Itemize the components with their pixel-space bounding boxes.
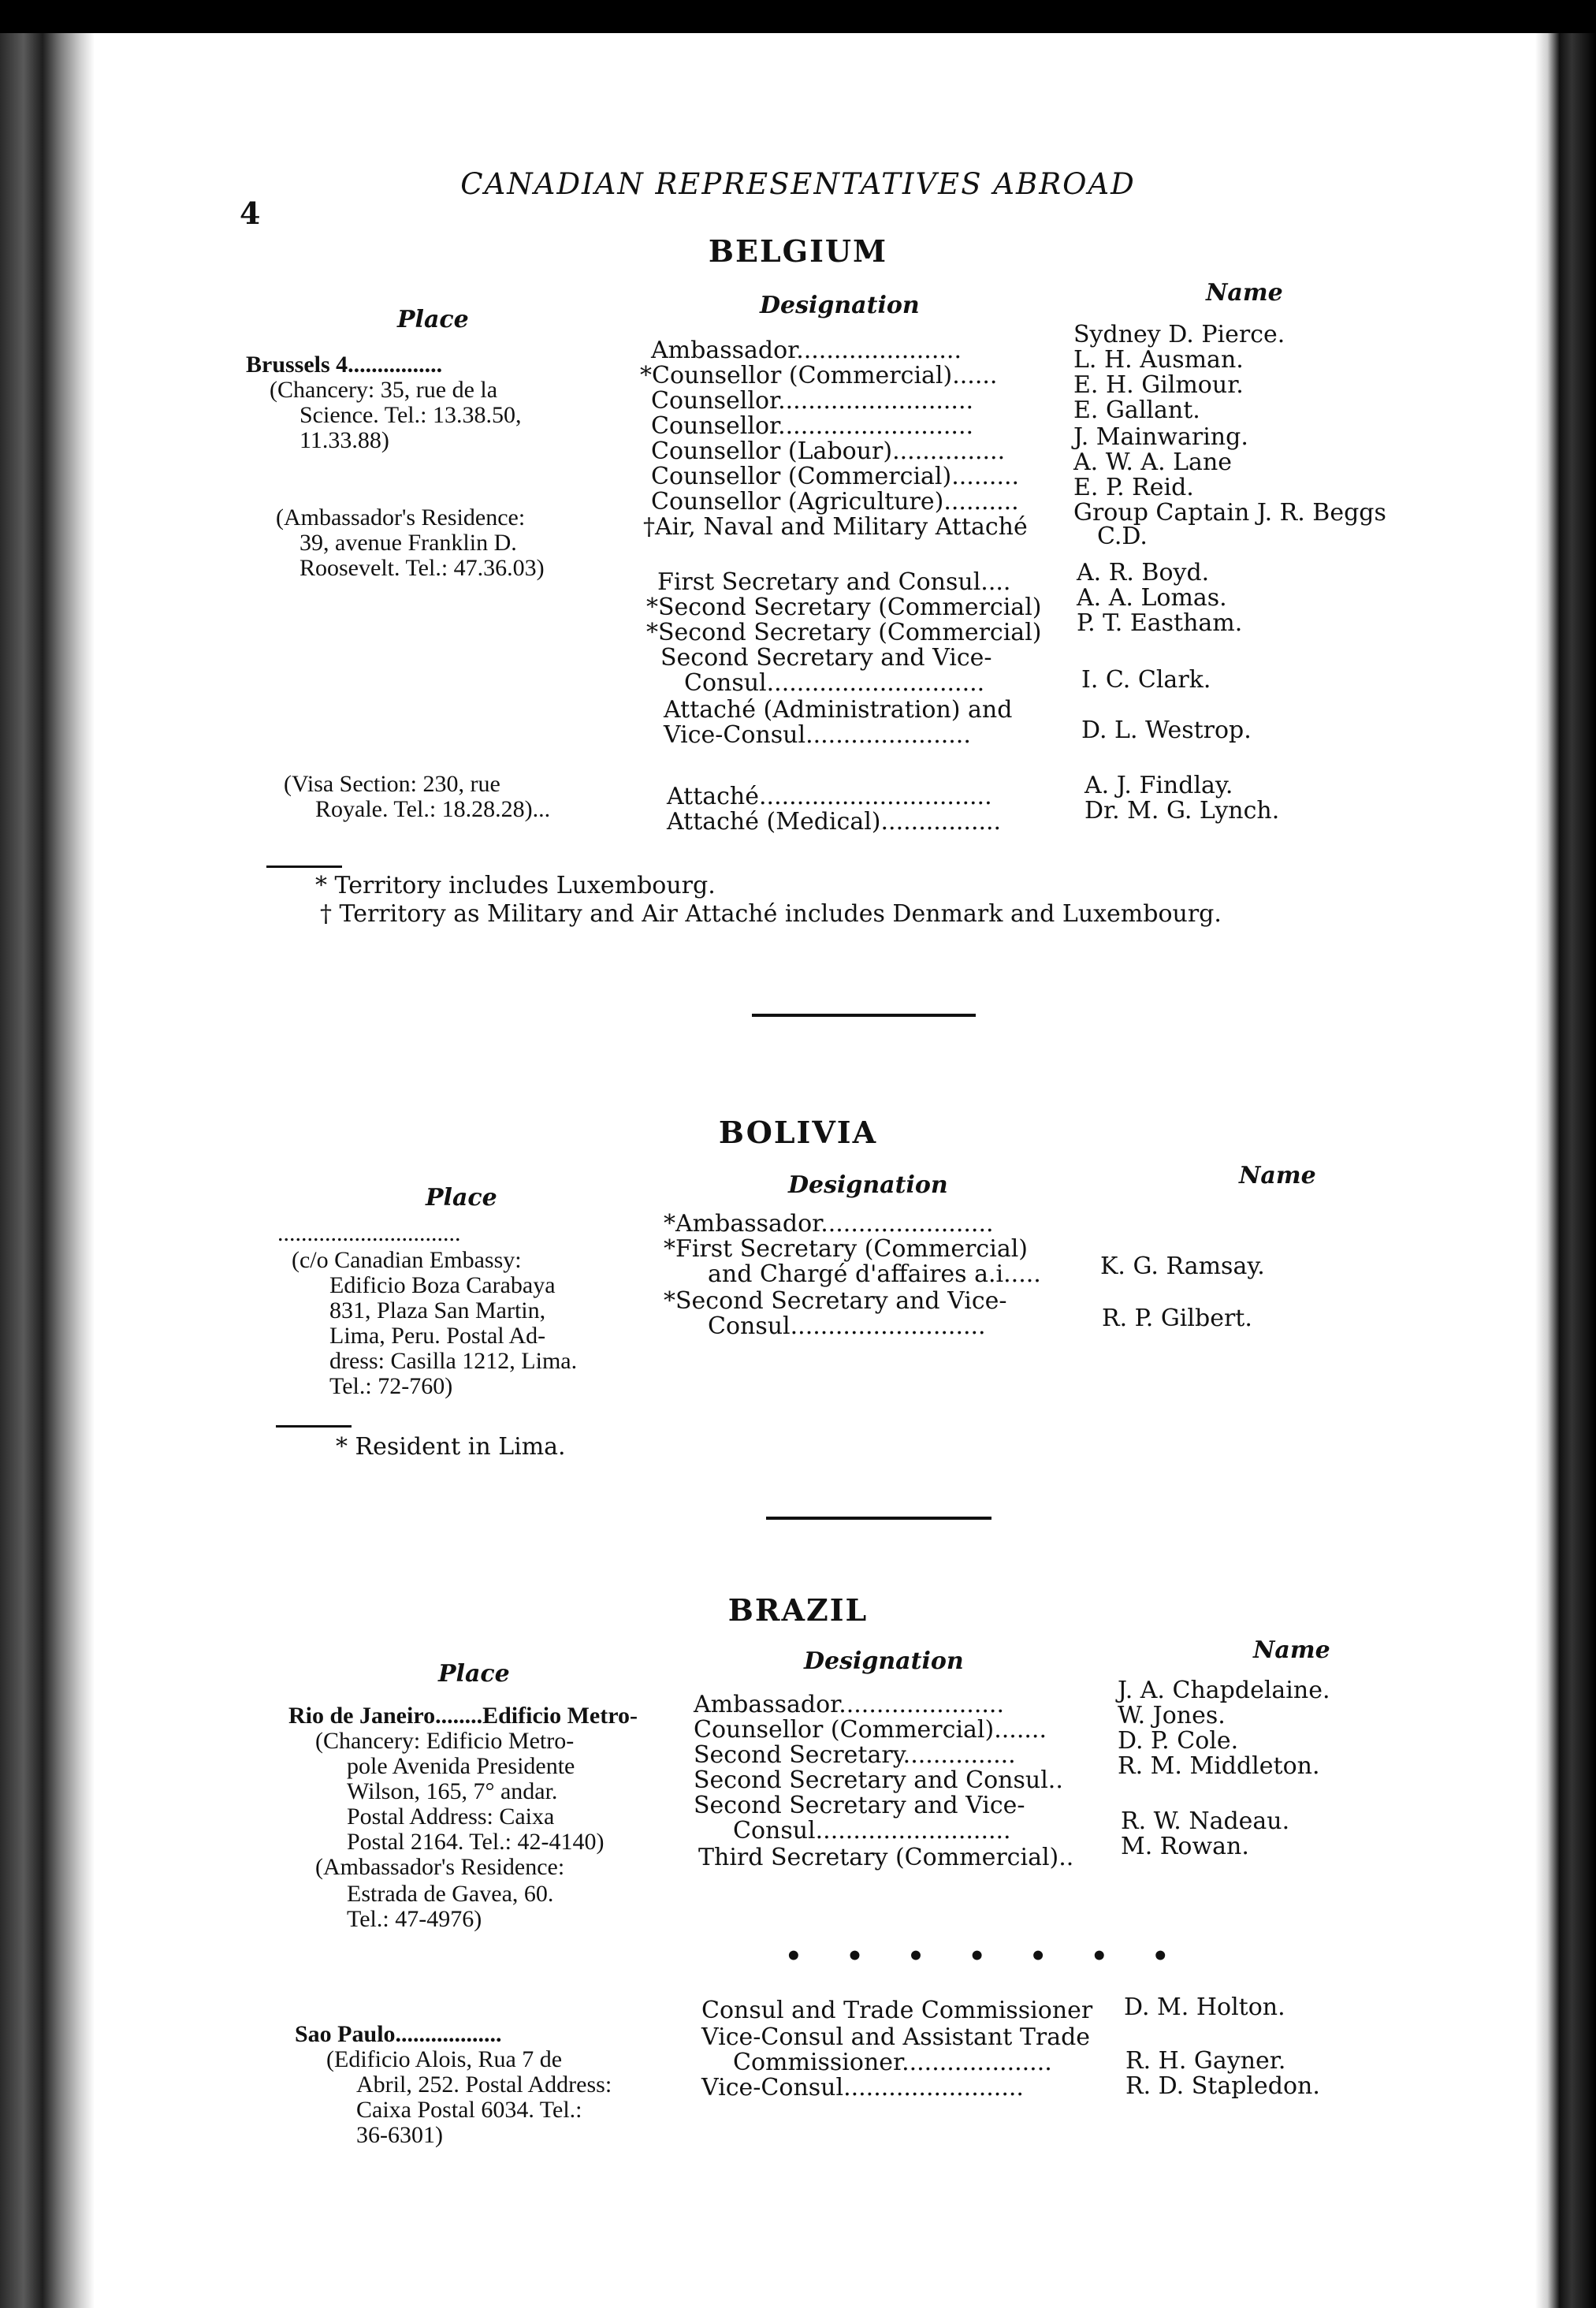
designation-line: *First Secretary (Commercial) <box>664 1235 1028 1263</box>
place-line: dress: Casilla 1212, Lima. <box>329 1348 578 1374</box>
designation-line: *Second Secretary and Vice- <box>664 1287 1007 1315</box>
place-line: Sao Paulo.................. <box>295 2021 502 2047</box>
designation-line: Consul.......................... <box>708 1312 986 1340</box>
place-line: (Ambassador's Residence: <box>315 1854 565 1880</box>
designation-line: Ambassador...................... <box>651 337 962 364</box>
place-line: 36-6301) <box>356 2122 443 2148</box>
designation-line: Second Secretary and Vice- <box>694 1792 1025 1819</box>
name-line: A. A. Lomas. <box>1077 584 1227 612</box>
running-head: CANADIAN REPRESENTATIVES ABROAD <box>460 167 1136 201</box>
designation-line: *Second Secretary (Commercial) <box>646 594 1042 621</box>
designation-line: Counsellor (Commercial)....... <box>694 1716 1047 1744</box>
footnote: * Resident in Lima. <box>336 1433 566 1461</box>
name-line: J. Mainwaring. <box>1073 423 1248 451</box>
name-line: P. T. Eastham. <box>1077 609 1243 637</box>
name-line: C.D. <box>1097 523 1148 550</box>
place-line: Roosevelt. Tel.: 47.36.03) <box>299 555 545 581</box>
designation-line: Attaché............................... <box>667 783 992 810</box>
name-line: E. Gallant. <box>1073 396 1200 424</box>
place-line: ............................... <box>277 1220 461 1246</box>
place-line: (c/o Canadian Embassy: <box>292 1247 522 1273</box>
column-header-designation: Designation <box>788 1171 948 1199</box>
designation-line: *Counsellor (Commercial)...... <box>640 362 998 389</box>
designation-line: *Second Secretary (Commercial) <box>646 619 1042 646</box>
place-line: (Edificio Alois, Rua 7 de <box>326 2046 563 2072</box>
column-header-place: Place <box>438 1660 510 1688</box>
place-line: Postal 2164. Tel.: 42-4140) <box>347 1829 605 1855</box>
name-line: J. A. Chapdelaine. <box>1118 1677 1330 1704</box>
designation-line: Consul............................. <box>684 669 985 697</box>
name-line: Dr. M. G. Lynch. <box>1084 797 1280 825</box>
separator-dots: • • • • • • • <box>785 1941 1187 1972</box>
designation-line: and Chargé d'affaires a.i..... <box>708 1260 1041 1288</box>
place-line: Caixa Postal 6034. Tel.: <box>356 2097 582 2123</box>
designation-line: Vice-Consul and Assistant Trade <box>701 2023 1091 2051</box>
designation-line: Vice-Consul...................... <box>664 721 971 749</box>
place-line: pole Avenida Presidente <box>347 1753 575 1779</box>
scan-left-edge <box>0 33 95 2308</box>
section-divider <box>752 1014 976 1017</box>
name-line: Group Captain J. R. Beggs <box>1073 499 1386 527</box>
name-line: W. Jones. <box>1118 1702 1226 1729</box>
designation-line: Counsellor.......................... <box>651 412 974 440</box>
column-header-designation: Designation <box>760 292 920 319</box>
designation-line: First Secretary and Consul.... <box>657 568 1011 596</box>
place-line: (Chancery: 35, rue de la <box>270 377 498 403</box>
designation-line: Counsellor (Commercial)......... <box>651 463 1020 490</box>
place-line: Royale. Tel.: 18.28.28)... <box>315 796 551 822</box>
place-line: Lima, Peru. Postal Ad- <box>329 1323 546 1349</box>
name-line: Sydney D. Pierce. <box>1073 321 1285 348</box>
footnote: * Territory includes Luxembourg. <box>315 872 716 899</box>
place-line: 11.33.88) <box>299 427 389 453</box>
place-line: Postal Address: Caixa <box>347 1804 555 1830</box>
column-header-name: Name <box>1206 279 1283 307</box>
name-line: D. L. Westrop. <box>1081 717 1252 744</box>
designation-line: Second Secretary and Vice- <box>660 644 992 672</box>
column-header-designation: Designation <box>804 1647 964 1675</box>
footnote-rule <box>276 1425 352 1428</box>
name-line: R. H. Gayner. <box>1125 2047 1286 2075</box>
name-line: R. W. Nadeau. <box>1121 1807 1290 1835</box>
scan-top-border <box>0 0 1596 33</box>
place-line: Rio de Janeiro........Edificio Metro- <box>288 1703 638 1729</box>
name-line: D. M. Holton. <box>1124 1993 1285 2021</box>
column-header-place: Place <box>426 1184 497 1212</box>
name-line: I. C. Clark. <box>1081 666 1211 694</box>
designation-line: Third Secretary (Commercial).. <box>698 1844 1074 1871</box>
name-line: A. R. Boyd. <box>1077 559 1210 586</box>
name-line: A. J. Findlay. <box>1084 772 1233 799</box>
designation-line: Counsellor (Labour)............... <box>651 437 1006 465</box>
name-line: K. G. Ramsay. <box>1100 1253 1265 1280</box>
place-line: Tel.: 47-4976) <box>347 1906 482 1932</box>
designation-line: Vice-Consul........................ <box>701 2074 1024 2101</box>
country-heading-bolivia: BOLIVIA <box>718 1115 878 1150</box>
column-header-name: Name <box>1239 1162 1316 1189</box>
column-header-place: Place <box>397 306 469 333</box>
place-line: Brussels 4................ <box>246 352 443 378</box>
place-line: (Visa Section: 230, rue <box>284 771 500 797</box>
name-line: R. M. Middleton. <box>1118 1752 1320 1780</box>
footnote-rule <box>266 866 342 868</box>
place-line: (Ambassador's Residence: <box>276 504 526 530</box>
footnote: † Territory as Military and Air Attaché includes Denmark and Luxembourg. <box>320 900 1222 928</box>
designation-line: Second Secretary and Consul.. <box>694 1766 1063 1794</box>
designation-line: Second Secretary............... <box>694 1741 1016 1769</box>
place-line: Estrada de Gavea, 60. <box>347 1881 554 1907</box>
name-line: M. Rowan. <box>1121 1833 1249 1860</box>
place-line: Science. Tel.: 13.38.50, <box>299 402 522 428</box>
designation-line: Attaché (Medical)................ <box>667 808 1002 836</box>
name-line: E. H. Gilmour. <box>1073 371 1244 399</box>
place-line: Abril, 252. Postal Address: <box>356 2072 612 2098</box>
page-number: 4 <box>240 195 261 231</box>
place-line: Tel.: 72-760) <box>329 1373 453 1399</box>
designation-line: Counsellor.......................... <box>651 387 974 415</box>
name-line: E. P. Reid. <box>1073 474 1194 501</box>
designation-line: Commissioner.................... <box>733 2049 1052 2076</box>
designation-line: Ambassador...................... <box>694 1691 1004 1718</box>
name-line: R. P. Gilbert. <box>1102 1305 1252 1332</box>
name-line: A. W. A. Lane <box>1073 449 1233 476</box>
designation-line: Consul.......................... <box>733 1817 1011 1845</box>
designation-line: †Air, Naval and Military Attaché <box>643 513 1028 541</box>
name-line: D. P. Cole. <box>1118 1727 1239 1755</box>
country-heading-belgium: BELGIUM <box>708 233 888 269</box>
column-header-name: Name <box>1253 1636 1330 1664</box>
designation-line: Consul and Trade Commissioner <box>701 1997 1093 2024</box>
designation-line: Attaché (Administration) and <box>664 696 1013 724</box>
scan-right-edge <box>1535 33 1596 2308</box>
place-line: 39, avenue Franklin D. <box>299 530 517 556</box>
name-line: R. D. Stapledon. <box>1125 2072 1320 2100</box>
designation-line: Counsellor (Agriculture).......... <box>651 488 1019 516</box>
country-heading-brazil: BRAZIL <box>727 1592 869 1628</box>
place-line: Wilson, 165, 7° andar. <box>347 1778 558 1804</box>
name-line: L. H. Ausman. <box>1073 346 1244 374</box>
place-line: Edificio Boza Carabaya <box>329 1272 556 1298</box>
section-divider <box>766 1517 991 1520</box>
place-line: 831, Plaza San Martin, <box>329 1297 546 1323</box>
place-line: (Chancery: Edificio Metro- <box>315 1728 575 1754</box>
designation-line: *Ambassador....................... <box>664 1210 994 1238</box>
